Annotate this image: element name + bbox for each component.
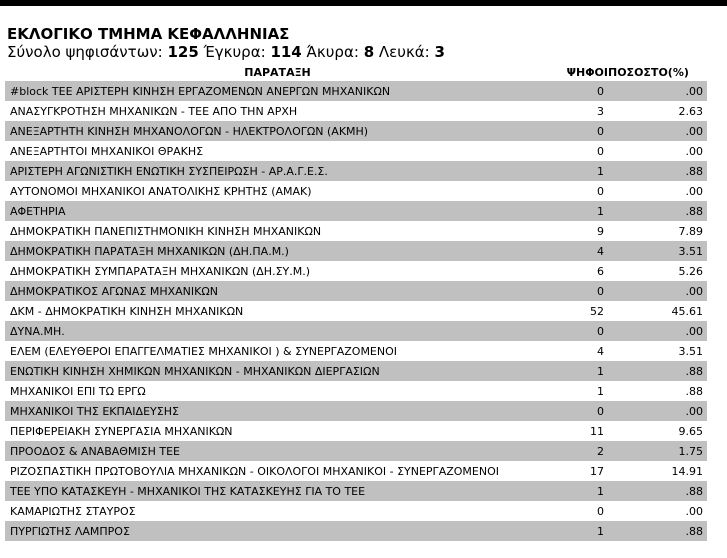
percent-cell: .88 [608,201,707,221]
top-bar [0,0,727,6]
votes-cell: 0 [550,501,608,521]
percent-cell: 1.75 [608,441,707,461]
percent-cell: .00 [608,501,707,521]
party-name-cell: ΔΗΜΟΚΡΑΤΙΚΗ ΠΑΡΑΤΑΞΗ ΜΗΧΑΝΙΚΩΝ (ΔΗ.ΠΑ.Μ.) [5,241,550,261]
results-body [5,81,707,541]
table-row [5,461,707,481]
party-name-cell: ΔΥΝΑ.ΜΗ. [5,321,550,341]
table-row [5,361,707,381]
votes-cell: 1 [550,381,608,401]
column-header-votes: ΨΗΦΟΙ [566,65,608,79]
table-row [5,481,707,501]
party-name-cell: ΑΝΑΣΥΓΚΡΟΤΗΣΗ ΜΗΧΑΝΙΚΩΝ - ΤΕΕ ΑΠΟ ΤΗΝ ΑΡΧΗ [5,101,550,121]
table-row [5,241,707,261]
percent-cell: .00 [608,81,707,101]
party-name-cell: ΤΕΕ ΥΠΟ ΚΑΤΑΣΚΕΥΗ - ΜΗΧΑΝΙΚΟΙ ΤΗΣ ΚΑΤΑΣΚΕΥΗΣ ΓΙΑ ΤΟ ΤΕΕ [5,481,550,501]
votes-cell: 1 [550,201,608,221]
votes-cell: 4 [550,341,608,361]
party-name-cell: ΑΡΙΣΤΕΡΗ ΑΓΩΝΙΣΤΙΚΗ ΕΝΩΤΙΚΗ ΣΥΣΠΕΙΡΩΣΗ - ΑΡ.Α.Γ.Ε.Σ. [5,161,550,181]
votes-cell: 52 [550,301,608,321]
table-row [5,121,707,141]
party-name-cell: #block ΤΕΕ ΑΡΙΣΤΕΡΗ ΚΙΝΗΣΗ ΕΡΓΑΖΟΜΕΝΩΝ ΑΝΕΡΓΩΝ ΜΗΧΑΝΙΚΩΝ [5,81,550,101]
party-name-cell: ΕΝΩΤΙΚΗ ΚΙΝΗΣΗ ΧΗΜΙΚΩΝ ΜΗΧΑΝΙΚΩΝ - ΜΗΧΑΝΙΚΩΝ ΔΙΕΡΓΑΣΙΩΝ [5,361,550,381]
party-name-cell: ΑΦΕΤΗΡΙΑ [5,201,550,221]
table-row [5,101,707,121]
table-row [5,181,707,201]
votes-cell: 4 [550,241,608,261]
votes-cell: 17 [550,461,608,481]
votes-cell: 0 [550,181,608,201]
table-row [5,521,707,541]
blank-label: Λευκά: [378,43,430,61]
votes-cell: 1 [550,521,608,541]
percent-cell: 9.65 [608,421,707,441]
vote-summary [7,43,445,61]
blank-value: 3 [434,43,445,61]
votes-cell: 3 [550,101,608,121]
table-row [5,421,707,441]
valid-label: Έγκυρα: [203,43,266,61]
table-header-row [5,63,707,81]
table-row [5,441,707,461]
table-row [5,381,707,401]
votes-cell: 6 [550,261,608,281]
votes-cell: 0 [550,281,608,301]
percent-cell: .00 [608,401,707,421]
table-row [5,321,707,341]
party-name-cell: ΔΗΜΟΚΡΑΤΙΚΟΣ ΑΓΩΝΑΣ ΜΗΧΑΝΙΚΩΝ [5,281,550,301]
percent-cell: .00 [608,141,707,161]
percent-cell: 7.89 [608,221,707,241]
votes-cell: 11 [550,421,608,441]
votes-cell: 1 [550,361,608,381]
table-row [5,221,707,241]
column-header-party: ΠΑΡΑΤΑΞΗ [244,65,311,79]
party-name-cell: ΜΗΧΑΝΙΚΟΙ ΤΗΣ ΕΚΠΑΙΔΕΥΣΗΣ [5,401,550,421]
percent-cell: 3.51 [608,341,707,361]
votes-cell: 9 [550,221,608,241]
percent-cell: 2.63 [608,101,707,121]
votes-cell: 0 [550,401,608,421]
invalid-label: Άκυρα: [306,43,359,61]
party-name-cell: ΚΑΜΑΡΙΩΤΗΣ ΣΤΑΥΡΟΣ [5,501,550,521]
votes-cell: 2 [550,441,608,461]
percent-cell: .88 [608,381,707,401]
party-name-cell: ΕΛΕΜ (ΕΛΕΥΘΕΡΟΙ ΕΠΑΓΓΕΛΜΑΤΙΕΣ ΜΗΧΑΝΙΚΟΙ ) & ΣΥΝΕΡΓΑΖΟΜΕΝΟΙ [5,341,550,361]
table-row [5,201,707,221]
percent-cell: .88 [608,481,707,501]
votes-cell: 1 [550,481,608,501]
party-name-cell: ΔΗΜΟΚΡΑΤΙΚΗ ΣΥΜΠΑΡΑΤΑΞΗ ΜΗΧΑΝΙΚΩΝ (ΔΗ.ΣΥ.Μ.) [5,261,550,281]
votes-cell: 0 [550,121,608,141]
percent-cell: .88 [608,161,707,181]
votes-cell: 0 [550,81,608,101]
table-row [5,281,707,301]
party-name-cell: ΑΝΕΞΑΡΤΗΤΗ ΚΙΝΗΣΗ ΜΗΧΑΝΟΛΟΓΩΝ - ΗΛΕΚΤΡΟΛΟΓΩΝ (ΑΚΜΗ) [5,121,550,141]
percent-cell: .00 [608,321,707,341]
party-name-cell: ΡΙΖΟΣΠΑΣΤΙΚΗ ΠΡΩΤΟΒΟΥΛΙΑ ΜΗΧΑΝΙΚΩΝ - ΟΙΚΟΛΟΓΟΙ ΜΗΧΑΝΙΚΟΙ - ΣΥΝΕΡΓΑΖΟΜΕΝΟΙ [5,461,550,481]
table-row [5,401,707,421]
percent-cell: 45.61 [608,301,707,321]
percent-cell: .00 [608,181,707,201]
votes-cell: 0 [550,321,608,341]
votes-cell: 0 [550,141,608,161]
party-name-cell: ΜΗΧΑΝΙΚΟΙ ΕΠΙ ΤΩ ΕΡΓΩ [5,381,550,401]
table-row [5,81,707,101]
votes-cell: 1 [550,161,608,181]
percent-cell: 14.91 [608,461,707,481]
column-header-percent: ΠΟΣΟΣΤΟ(%) [608,65,689,79]
party-name-cell: ΑΝΕΞΑΡΤΗΤΟΙ ΜΗΧΑΝΙΚΟΙ ΘΡΑΚΗΣ [5,141,550,161]
table-row [5,341,707,361]
page-title: ΕΚΛΟΓΙΚΟ ΤΜΗΜΑ ΚΕΦΑΛΛΗΝΙΑΣ [7,25,290,43]
party-name-cell: ΠΡΟΟΔΟΣ & ΑΝΑΒΑΘΜΙΣΗ ΤΕΕ [5,441,550,461]
table-row [5,501,707,521]
valid-value: 114 [270,43,302,61]
party-name-cell: ΔΚΜ - ΔΗΜΟΚΡΑΤΙΚΗ ΚΙΝΗΣΗ ΜΗΧΑΝΙΚΩΝ [5,301,550,321]
table-row [5,161,707,181]
percent-cell: .00 [608,281,707,301]
percent-cell: .00 [608,121,707,141]
party-name-cell: ΠΥΡΓΙΩΤΗΣ ΛΑΜΠΡΟΣ [5,521,550,541]
percent-cell: .88 [608,521,707,541]
percent-cell: .88 [608,361,707,381]
party-name-cell: ΔΗΜΟΚΡΑΤΙΚΗ ΠΑΝΕΠΙΣΤΗΜΟΝΙΚΗ ΚΙΝΗΣΗ ΜΗΧΑΝΙΚΩΝ [5,221,550,241]
results-table [5,63,707,541]
table-row [5,261,707,281]
voters-label: Σύνολο ψηφισάντων: [7,43,163,61]
voters-value: 125 [167,43,199,61]
percent-cell: 3.51 [608,241,707,261]
party-name-cell: ΑΥΤΟΝΟΜΟΙ ΜΗΧΑΝΙΚΟΙ ΑΝΑΤΟΛΙΚΗΣ ΚΡΗΤΗΣ (ΑΜΑΚ) [5,181,550,201]
table-row [5,141,707,161]
percent-cell: 5.26 [608,261,707,281]
invalid-value: 8 [363,43,375,61]
table-row [5,301,707,321]
party-name-cell: ΠΕΡΙΦΕΡΕΙΑΚΗ ΣΥΝΕΡΓΑΣΙΑ ΜΗΧΑΝΙΚΩΝ [5,421,550,441]
